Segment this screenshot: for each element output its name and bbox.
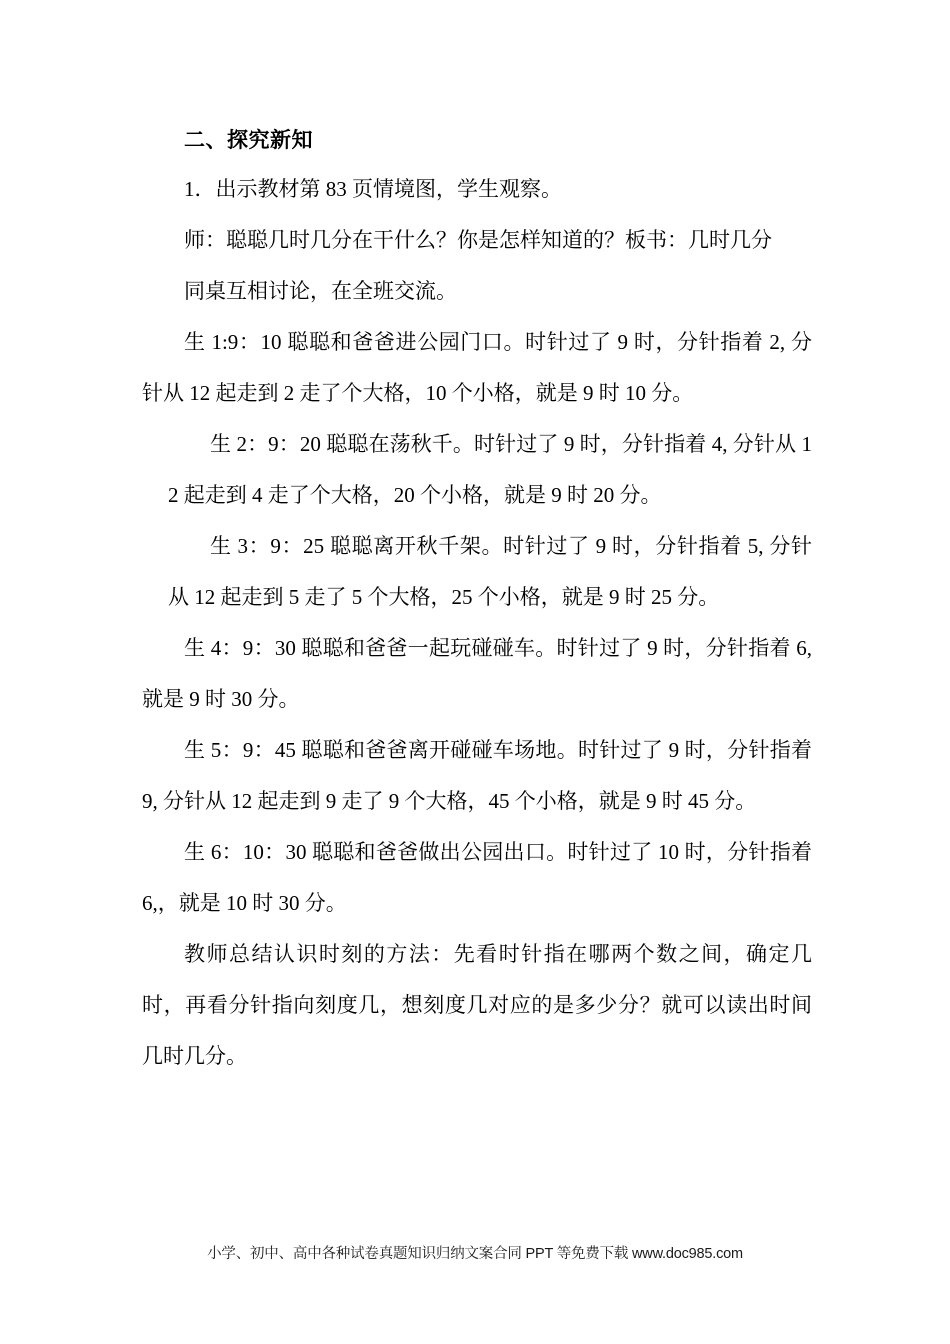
paragraph-student-5: 生 5：9：45 聪聪和爸爸离开碰碰车场地。时针过了 9 时，分针指着 9, 分针从 12 起走到 9 走了 9 个大格，45 个小格，就是 9 时 45 分。 bbox=[142, 738, 812, 813]
paragraph-student-1: 生 1:9：10 聪聪和爸爸进公园门口。时针过了 9 时，分针指着 2, 分针从 12 起走到 2 走了个大格，10 个小格，就是 9 时 10 分。 bbox=[142, 330, 812, 405]
paragraph-teacher-question: 师：聪聪几时几分在干什么？你是怎样知道的？板书：几时几分 bbox=[184, 228, 772, 252]
paragraph-student-3: 生 3：9：25 聪聪离开秋千架。时针过了 9 时，分针指着 5, 分针从 12 起走到 5 走了 5 个大格，25 个小格，就是 9 时 25 分。 bbox=[168, 534, 812, 609]
paragraph-teacher-summary: 教师总结认识时刻的方法：先看时针指在哪两个数之间，确定几时，再看分针指向刻度几，想刻度几对应的是多少分？就可以读出时间几时几分。 bbox=[142, 942, 812, 1068]
paragraph-student-4: 生 4：9：30 聪聪和爸爸一起玩碰碰车。时针过了 9 时，分针指着 6, 就是 9 时 30 分。 bbox=[142, 636, 812, 711]
paragraph-deskmate-discussion: 同桌互相讨论，在全班交流。 bbox=[184, 279, 457, 303]
page-footer-watermark: 小学、初中、高中各种试卷真题知识归纳文案合同 PPT 等免费下载 www.doc985.com bbox=[207, 1246, 743, 1262]
paragraph-student-6: 生 6：10：30 聪聪和爸爸做出公园出口。时针过了 10 时，分针指着 6,，就是 10 时 30 分。 bbox=[142, 840, 812, 915]
section-heading: 二、探究新知 bbox=[184, 128, 313, 152]
paragraph-item-1: 1．出示教材第 83 页情境图，学生观察。 bbox=[184, 177, 562, 201]
paragraph-student-2: 生 2：9：20 聪聪在荡秋千。时针过了 9 时，分针指着 4, 分针从 12 起走到 4 走了个大格，20 个小格，就是 9 时 20 分。 bbox=[168, 432, 812, 507]
document-body bbox=[142, 118, 812, 1082]
